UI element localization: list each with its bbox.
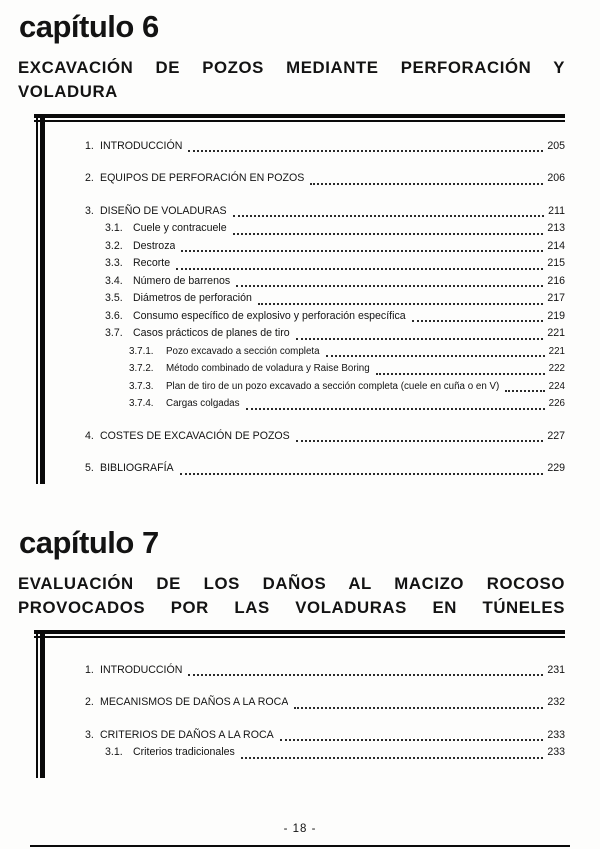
entry-number: 3. — [85, 204, 94, 217]
chapter-6-label: capítulo 6 — [19, 9, 159, 44]
entry-page: 215 — [547, 257, 565, 270]
dot-leader — [296, 338, 544, 340]
dot-leader — [236, 285, 543, 287]
toc-entry — [85, 325, 565, 343]
toc-entry — [85, 255, 565, 273]
dot-leader — [233, 233, 544, 235]
chapter-7-entries-block — [34, 638, 565, 762]
entry-title: Plan de tiro de un pozo excavado a sección completa (cuele en cuña o en V) — [166, 380, 500, 392]
entry-page: 214 — [547, 239, 565, 252]
toc-entry-list — [34, 662, 565, 762]
entry-title: Cargas colgadas — [166, 398, 240, 410]
entry-page: 213 — [547, 222, 565, 235]
toc-entry — [85, 395, 565, 413]
dot-leader — [296, 440, 544, 442]
toc-entry — [85, 428, 565, 446]
entry-page: 216 — [547, 274, 565, 287]
page-number: - 18 - — [283, 823, 317, 835]
entry-number: 3.7.2. — [129, 363, 154, 375]
entry-number: 3.3. — [105, 257, 123, 270]
entry-number: 1. — [85, 663, 94, 676]
chapter-7-title-line-2: PROVOCADOS POR LAS VOLADURAS EN TÚNELES — [18, 598, 565, 618]
dot-leader — [181, 250, 543, 252]
entry-title: Recorte — [133, 257, 171, 270]
entry-title: INTRODUCCIÓN — [100, 663, 183, 676]
dot-leader — [280, 739, 544, 741]
chapter-7-title-line-1: EVALUACIÓN DE LOS DAÑOS AL MACIZO ROCOSO — [18, 573, 565, 593]
toc-entry — [85, 238, 565, 256]
entry-title: EQUIPOS DE PERFORACIÓN EN POZOS — [100, 172, 305, 185]
title-double-rule — [34, 114, 565, 122]
entry-number: 3.4. — [105, 274, 123, 287]
toc-entry — [85, 203, 565, 221]
entry-title: Número de barrenos — [133, 274, 231, 287]
dot-leader — [505, 390, 544, 392]
entry-number: 3.7. — [105, 327, 123, 340]
entry-page: 221 — [547, 327, 565, 340]
entry-title: Pozo excavado a sección completa — [166, 345, 320, 357]
dot-leader — [294, 707, 543, 709]
vrule-thick-line — [40, 114, 45, 484]
toc-entry — [85, 360, 565, 378]
chapter-7-label: capítulo 7 — [19, 524, 159, 560]
entry-title: INTRODUCCIÓN — [100, 139, 183, 152]
entry-number: 4. — [85, 429, 94, 442]
entry-title: MECANISMOS DE DAÑOS A LA ROCA — [100, 696, 289, 709]
bottom-edge-rule — [30, 845, 570, 848]
entry-number: 3.6. — [105, 309, 123, 322]
entry-number: 3.7.4. — [129, 398, 154, 410]
dot-leader — [258, 303, 543, 305]
entry-title: Consumo específico de explosivo y perforación específica — [133, 309, 406, 322]
chapter-6-entries-block — [34, 122, 565, 478]
toc-entry — [85, 220, 565, 238]
entry-title: COSTES DE EXCAVACIÓN DE POZOS — [100, 429, 290, 442]
rule-thick-line — [34, 114, 565, 118]
chapter-7-title — [18, 572, 565, 621]
dot-leader — [188, 150, 543, 152]
entry-number: 1. — [85, 139, 94, 152]
rule-thick-line — [34, 630, 565, 634]
toc-entry — [85, 378, 565, 396]
toc-entry-list — [34, 138, 565, 478]
toc-entry — [85, 744, 565, 762]
entry-page: 233 — [547, 728, 565, 741]
toc-entry — [85, 290, 565, 308]
toc-entry — [85, 662, 565, 680]
dot-leader — [412, 320, 544, 322]
dot-leader — [310, 183, 543, 185]
dot-leader — [376, 373, 545, 375]
entry-title: DISEÑO DE VOLADURAS — [100, 204, 227, 217]
toc-entry — [85, 694, 565, 712]
entry-title: Criterios tradicionales — [133, 746, 235, 759]
entry-page: 211 — [548, 204, 565, 217]
entry-title: Método combinado de voladura y Raise Boring — [166, 363, 370, 375]
entry-page: 226 — [548, 398, 565, 410]
toc-entry — [85, 727, 565, 745]
vertical-double-rule — [36, 114, 46, 484]
entry-title: Diámetros de perforación — [133, 292, 252, 305]
entry-number: 2. — [85, 696, 94, 709]
chapter-6-title-line-1: EXCAVACIÓN DE POZOS MEDIANTE PERFORACIÓN Y — [18, 58, 565, 78]
entry-number: 3. — [85, 728, 94, 741]
entry-page: 205 — [547, 139, 565, 152]
dot-leader — [176, 268, 543, 270]
entry-number: 3.7.1. — [129, 345, 154, 357]
entry-page: 206 — [547, 172, 565, 185]
vertical-double-rule — [36, 630, 46, 778]
toc-entry — [85, 138, 565, 156]
entry-number: 3.1. — [105, 746, 123, 759]
entry-title: Casos prácticos de planes de tiro — [133, 327, 290, 340]
chapter-6-title — [18, 56, 565, 105]
entry-page: 224 — [548, 380, 565, 392]
vrule-thin-line — [36, 114, 38, 484]
entry-page: 221 — [548, 345, 565, 357]
toc-entry — [85, 343, 565, 361]
dot-leader — [180, 473, 544, 475]
entry-page: 227 — [547, 429, 565, 442]
toc-entry — [85, 308, 565, 326]
dot-leader — [241, 757, 543, 759]
dot-leader — [246, 408, 545, 410]
entry-title: Destroza — [133, 239, 176, 252]
vrule-thin-line — [36, 630, 38, 778]
toc-entry — [85, 170, 565, 188]
entry-page: 217 — [547, 292, 565, 305]
dot-leader — [188, 674, 543, 676]
chapter-6-title-line-2: VOLADURA — [18, 82, 118, 102]
entry-page: 219 — [547, 309, 565, 322]
entry-number: 3.5. — [105, 292, 123, 305]
toc-entry — [85, 460, 565, 478]
vrule-thick-line — [40, 630, 45, 778]
dot-leader — [233, 215, 545, 217]
title-double-rule — [34, 630, 565, 638]
dot-leader — [326, 355, 545, 357]
entry-page: 222 — [548, 363, 565, 375]
entry-number: 3.1. — [105, 222, 123, 235]
toc-entry — [85, 273, 565, 291]
entry-number: 2. — [85, 172, 94, 185]
entry-title: Cuele y contracuele — [133, 222, 227, 235]
entry-title: CRITERIOS DE DAÑOS A LA ROCA — [100, 728, 274, 741]
entry-page: 232 — [547, 696, 565, 709]
entry-page: 233 — [547, 746, 565, 759]
entry-number: 3.2. — [105, 239, 123, 252]
entry-page: 229 — [547, 462, 565, 475]
chapter-7-section — [0, 478, 600, 762]
entry-number: 3.7.3. — [129, 380, 154, 392]
entry-title: BIBLIOGRAFÍA — [100, 462, 174, 475]
entry-page: 231 — [547, 663, 565, 676]
entry-number: 5. — [85, 462, 94, 475]
